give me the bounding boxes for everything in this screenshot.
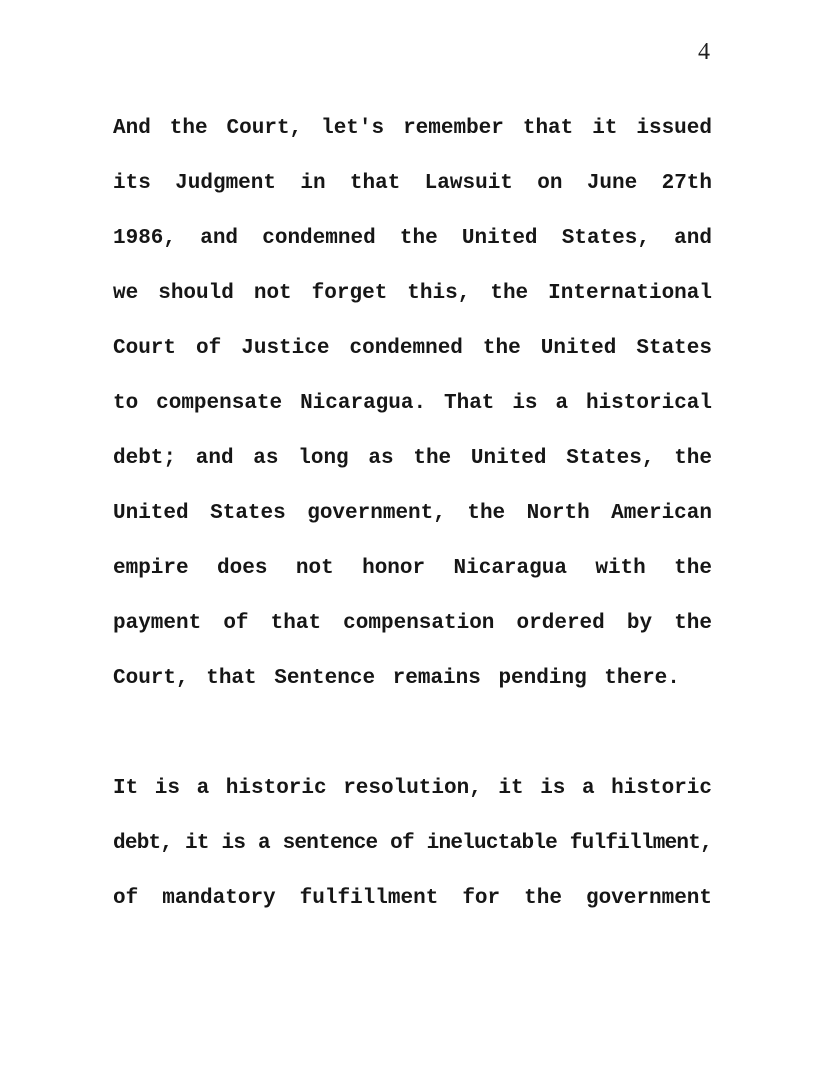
text-line: we should not forget this, the International <box>113 282 712 305</box>
text-line: It is a historic resolution, it is a historic <box>113 777 712 800</box>
paragraph-gap <box>113 706 712 761</box>
text-line: of mandatory fulfillment for the government <box>113 887 712 910</box>
text-line: Court of Justice condemned the United States <box>113 337 712 360</box>
body-text <box>113 101 712 926</box>
text-line: payment of that compensation ordered by the <box>113 612 712 635</box>
text-line: its Judgment in that Lawsuit on June 27th <box>113 172 712 195</box>
text-line: debt; and as long as the United States, the <box>113 447 712 470</box>
text-line: And the Court, let's remember that it issued <box>113 117 712 140</box>
text-line: 1986, and condemned the United States, and <box>113 227 712 250</box>
text-line: to compensate Nicaragua. That is a historical <box>113 392 712 415</box>
text-line: debt, it is a sentence of ineluctable fulfillment, <box>113 832 712 855</box>
text-line: United States government, the North American <box>113 502 712 525</box>
text-line: empire does not honor Nicaragua with the <box>113 557 712 580</box>
text-line: Court, that Sentence remains pending there. <box>113 667 680 690</box>
page-number: 4 <box>698 39 710 65</box>
